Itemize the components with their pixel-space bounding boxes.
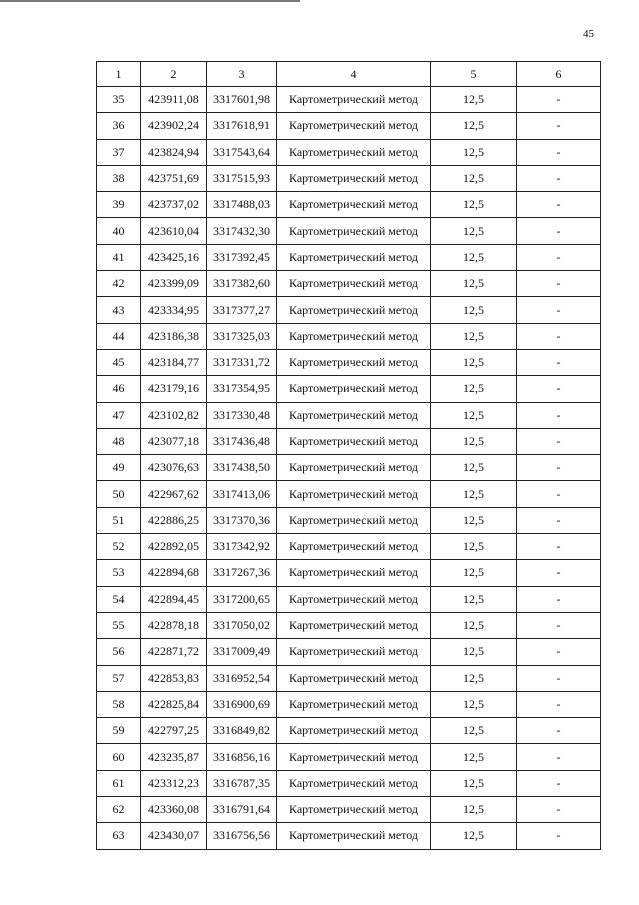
x-coordinate-cell: 423179,16 (141, 376, 207, 402)
point-number-cell: 47 (97, 402, 141, 428)
y-coordinate-cell: 3316849,82 (207, 718, 277, 744)
point-number-cell: 42 (97, 271, 141, 297)
page-number: 45 (583, 28, 594, 40)
description-cell: - (517, 481, 601, 507)
x-coordinate-cell: 423360,08 (141, 797, 207, 823)
description-cell: - (517, 770, 601, 796)
description-cell: - (517, 349, 601, 375)
y-coordinate-cell: 3317515,93 (207, 165, 277, 191)
accuracy-cell: 12,5 (431, 744, 517, 770)
method-cell: Картометрический метод (277, 113, 431, 139)
accuracy-cell: 12,5 (431, 244, 517, 270)
point-number-cell: 45 (97, 349, 141, 375)
table-row (97, 718, 601, 744)
x-coordinate-cell: 423184,77 (141, 349, 207, 375)
table-row (97, 560, 601, 586)
y-coordinate-cell: 3317377,27 (207, 297, 277, 323)
table-row (97, 402, 601, 428)
description-cell: - (517, 376, 601, 402)
table-row (97, 770, 601, 796)
accuracy-cell: 12,5 (431, 113, 517, 139)
table-row (97, 271, 601, 297)
table-row (97, 87, 601, 113)
table-row (97, 139, 601, 165)
method-cell: Картометрический метод (277, 244, 431, 270)
description-cell: - (517, 639, 601, 665)
method-cell: Картометрический метод (277, 770, 431, 796)
accuracy-cell: 12,5 (431, 823, 517, 849)
method-cell: Картометрический метод (277, 218, 431, 244)
point-number-cell: 36 (97, 113, 141, 139)
point-number-cell: 43 (97, 297, 141, 323)
point-number-cell: 51 (97, 507, 141, 533)
description-cell: - (517, 271, 601, 297)
y-coordinate-cell: 3317050,02 (207, 612, 277, 638)
description-cell: - (517, 139, 601, 165)
description-cell: - (517, 507, 601, 533)
table-row (97, 586, 601, 612)
y-coordinate-cell: 3317342,92 (207, 534, 277, 560)
x-coordinate-cell: 422967,62 (141, 481, 207, 507)
accuracy-cell: 12,5 (431, 455, 517, 481)
table-row (97, 218, 601, 244)
accuracy-cell: 12,5 (431, 218, 517, 244)
table-row (97, 691, 601, 717)
y-coordinate-cell: 3316787,35 (207, 770, 277, 796)
method-cell: Картометрический метод (277, 376, 431, 402)
accuracy-cell: 12,5 (431, 165, 517, 191)
header-cell: 3 (207, 62, 277, 87)
x-coordinate-cell: 422797,25 (141, 718, 207, 744)
table-row (97, 507, 601, 533)
y-coordinate-cell: 3317331,72 (207, 349, 277, 375)
point-number-cell: 48 (97, 428, 141, 454)
y-coordinate-cell: 3317267,36 (207, 560, 277, 586)
accuracy-cell: 12,5 (431, 534, 517, 560)
accuracy-cell: 12,5 (431, 376, 517, 402)
accuracy-cell: 12,5 (431, 323, 517, 349)
x-coordinate-cell: 423186,38 (141, 323, 207, 349)
y-coordinate-cell: 3317432,30 (207, 218, 277, 244)
x-coordinate-cell: 423737,02 (141, 192, 207, 218)
method-cell: Картометрический метод (277, 612, 431, 638)
description-cell: - (517, 560, 601, 586)
accuracy-cell: 12,5 (431, 481, 517, 507)
table-row (97, 323, 601, 349)
x-coordinate-cell: 423824,94 (141, 139, 207, 165)
x-coordinate-cell: 423610,04 (141, 218, 207, 244)
method-cell: Картометрический метод (277, 297, 431, 323)
description-cell: - (517, 455, 601, 481)
description-cell: - (517, 244, 601, 270)
method-cell: Картометрический метод (277, 87, 431, 113)
point-number-cell: 50 (97, 481, 141, 507)
point-number-cell: 58 (97, 691, 141, 717)
header-cell: 5 (431, 62, 517, 87)
table-row (97, 455, 601, 481)
description-cell: - (517, 744, 601, 770)
x-coordinate-cell: 423077,18 (141, 428, 207, 454)
method-cell: Картометрический метод (277, 665, 431, 691)
header-row (97, 62, 601, 87)
description-cell: - (517, 797, 601, 823)
accuracy-cell: 12,5 (431, 665, 517, 691)
x-coordinate-cell: 422825,84 (141, 691, 207, 717)
accuracy-cell: 12,5 (431, 718, 517, 744)
table-row (97, 665, 601, 691)
method-cell: Картометрический метод (277, 823, 431, 849)
x-coordinate-cell: 423425,16 (141, 244, 207, 270)
description-cell: - (517, 428, 601, 454)
point-number-cell: 37 (97, 139, 141, 165)
x-coordinate-cell: 423911,08 (141, 87, 207, 113)
y-coordinate-cell: 3316952,54 (207, 665, 277, 691)
point-number-cell: 46 (97, 376, 141, 402)
description-cell: - (517, 823, 601, 849)
description-cell: - (517, 218, 601, 244)
method-cell: Картометрический метод (277, 744, 431, 770)
description-cell: - (517, 612, 601, 638)
accuracy-cell: 12,5 (431, 192, 517, 218)
y-coordinate-cell: 3317354,95 (207, 376, 277, 402)
point-number-cell: 63 (97, 823, 141, 849)
description-cell: - (517, 165, 601, 191)
method-cell: Картометрический метод (277, 639, 431, 665)
method-cell: Картометрический метод (277, 165, 431, 191)
y-coordinate-cell: 3316791,64 (207, 797, 277, 823)
method-cell: Картометрический метод (277, 718, 431, 744)
x-coordinate-cell: 422871,72 (141, 639, 207, 665)
accuracy-cell: 12,5 (431, 612, 517, 638)
accuracy-cell: 12,5 (431, 507, 517, 533)
method-cell: Картометрический метод (277, 323, 431, 349)
header-cell: 6 (517, 62, 601, 87)
x-coordinate-cell: 423312,23 (141, 770, 207, 796)
description-cell: - (517, 534, 601, 560)
method-cell: Картометрический метод (277, 428, 431, 454)
table-row (97, 192, 601, 218)
y-coordinate-cell: 3317543,64 (207, 139, 277, 165)
point-number-cell: 53 (97, 560, 141, 586)
point-number-cell: 35 (97, 87, 141, 113)
point-number-cell: 54 (97, 586, 141, 612)
method-cell: Картометрический метод (277, 481, 431, 507)
point-number-cell: 44 (97, 323, 141, 349)
point-number-cell: 52 (97, 534, 141, 560)
y-coordinate-cell: 3317392,45 (207, 244, 277, 270)
x-coordinate-cell: 423334,95 (141, 297, 207, 323)
table-row (97, 349, 601, 375)
point-number-cell: 49 (97, 455, 141, 481)
accuracy-cell: 12,5 (431, 770, 517, 796)
description-cell: - (517, 192, 601, 218)
point-number-cell: 56 (97, 639, 141, 665)
table-row (97, 797, 601, 823)
description-cell: - (517, 113, 601, 139)
method-cell: Картометрический метод (277, 192, 431, 218)
header-cell: 1 (97, 62, 141, 87)
description-cell: - (517, 665, 601, 691)
x-coordinate-cell: 423102,82 (141, 402, 207, 428)
accuracy-cell: 12,5 (431, 139, 517, 165)
coordinates-table (96, 61, 601, 850)
x-coordinate-cell: 423235,87 (141, 744, 207, 770)
x-coordinate-cell: 423399,09 (141, 271, 207, 297)
accuracy-cell: 12,5 (431, 691, 517, 717)
x-coordinate-cell: 422892,05 (141, 534, 207, 560)
y-coordinate-cell: 3317325,03 (207, 323, 277, 349)
point-number-cell: 60 (97, 744, 141, 770)
x-coordinate-cell: 423902,24 (141, 113, 207, 139)
method-cell: Картометрический метод (277, 797, 431, 823)
method-cell: Картометрический метод (277, 402, 431, 428)
y-coordinate-cell: 3316856,16 (207, 744, 277, 770)
y-coordinate-cell: 3317382,60 (207, 271, 277, 297)
description-cell: - (517, 297, 601, 323)
description-cell: - (517, 586, 601, 612)
accuracy-cell: 12,5 (431, 560, 517, 586)
y-coordinate-cell: 3317601,98 (207, 87, 277, 113)
table-row (97, 113, 601, 139)
x-coordinate-cell: 422886,25 (141, 507, 207, 533)
accuracy-cell: 12,5 (431, 402, 517, 428)
header-cell: 2 (141, 62, 207, 87)
accuracy-cell: 12,5 (431, 297, 517, 323)
accuracy-cell: 12,5 (431, 586, 517, 612)
y-coordinate-cell: 3316756,56 (207, 823, 277, 849)
point-number-cell: 40 (97, 218, 141, 244)
point-number-cell: 59 (97, 718, 141, 744)
x-coordinate-cell: 423751,69 (141, 165, 207, 191)
description-cell: - (517, 402, 601, 428)
x-coordinate-cell: 423076,63 (141, 455, 207, 481)
method-cell: Картометрический метод (277, 139, 431, 165)
header-cell: 4 (277, 62, 431, 87)
method-cell: Картометрический метод (277, 349, 431, 375)
table-row (97, 744, 601, 770)
y-coordinate-cell: 3316900,69 (207, 691, 277, 717)
accuracy-cell: 12,5 (431, 349, 517, 375)
table-row (97, 534, 601, 560)
accuracy-cell: 12,5 (431, 639, 517, 665)
accuracy-cell: 12,5 (431, 797, 517, 823)
method-cell: Картометрический метод (277, 507, 431, 533)
table-row (97, 481, 601, 507)
x-coordinate-cell: 422853,83 (141, 665, 207, 691)
table-row (97, 428, 601, 454)
method-cell: Картометрический метод (277, 586, 431, 612)
y-coordinate-cell: 3317436,48 (207, 428, 277, 454)
table-row (97, 244, 601, 270)
y-coordinate-cell: 3317438,50 (207, 455, 277, 481)
y-coordinate-cell: 3317618,91 (207, 113, 277, 139)
accuracy-cell: 12,5 (431, 87, 517, 113)
point-number-cell: 57 (97, 665, 141, 691)
y-coordinate-cell: 3317330,48 (207, 402, 277, 428)
table-row (97, 639, 601, 665)
point-number-cell: 41 (97, 244, 141, 270)
x-coordinate-cell: 422878,18 (141, 612, 207, 638)
method-cell: Картометрический метод (277, 560, 431, 586)
method-cell: Картометрический метод (277, 271, 431, 297)
description-cell: - (517, 323, 601, 349)
point-number-cell: 38 (97, 165, 141, 191)
accuracy-cell: 12,5 (431, 428, 517, 454)
x-coordinate-cell: 422894,45 (141, 586, 207, 612)
description-cell: - (517, 718, 601, 744)
x-coordinate-cell: 423430,07 (141, 823, 207, 849)
method-cell: Картометрический метод (277, 455, 431, 481)
point-number-cell: 61 (97, 770, 141, 796)
table-row (97, 612, 601, 638)
method-cell: Картометрический метод (277, 691, 431, 717)
point-number-cell: 62 (97, 797, 141, 823)
table-row (97, 297, 601, 323)
table-row (97, 376, 601, 402)
y-coordinate-cell: 3317200,65 (207, 586, 277, 612)
y-coordinate-cell: 3317009,49 (207, 639, 277, 665)
description-cell: - (517, 87, 601, 113)
y-coordinate-cell: 3317488,03 (207, 192, 277, 218)
method-cell: Картометрический метод (277, 534, 431, 560)
description-cell: - (517, 691, 601, 717)
table-row (97, 823, 601, 849)
y-coordinate-cell: 3317370,36 (207, 507, 277, 533)
top-rule (0, 0, 300, 2)
point-number-cell: 39 (97, 192, 141, 218)
x-coordinate-cell: 422894,68 (141, 560, 207, 586)
table-row (97, 165, 601, 191)
point-number-cell: 55 (97, 612, 141, 638)
y-coordinate-cell: 3317413,06 (207, 481, 277, 507)
accuracy-cell: 12,5 (431, 271, 517, 297)
